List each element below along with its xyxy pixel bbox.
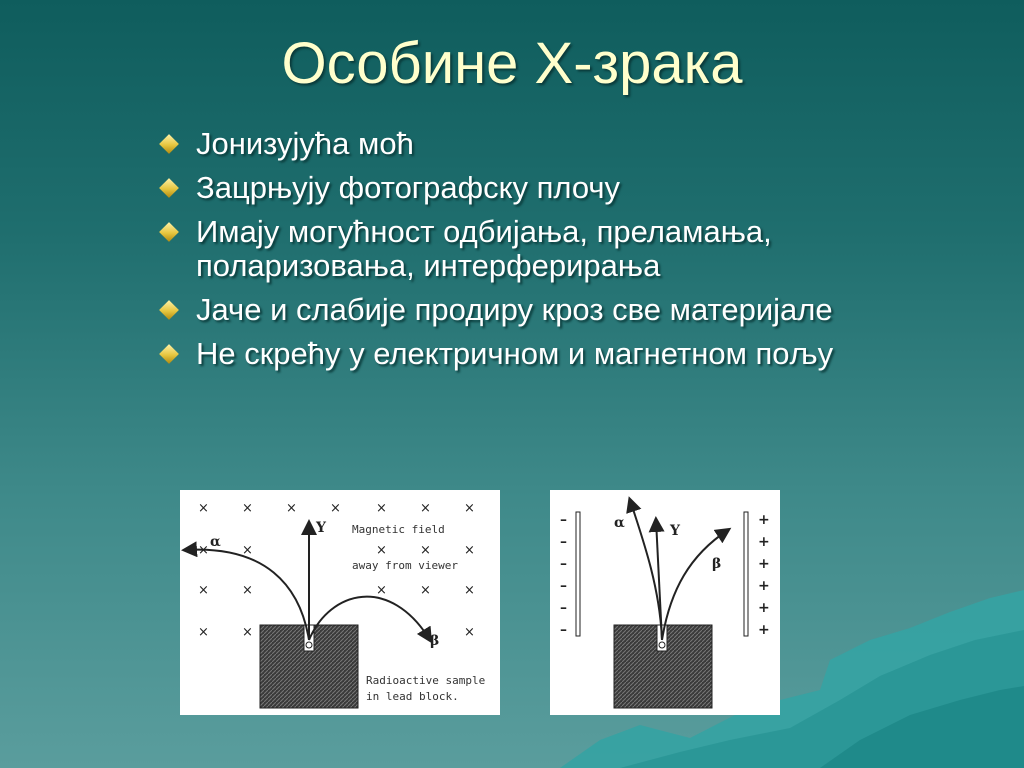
plus-mark: + <box>758 556 770 572</box>
plus-mark: + <box>758 578 770 594</box>
sample-label-line2: in lead block. <box>366 690 459 703</box>
field-x-mark: × <box>464 583 475 598</box>
plus-mark: + <box>758 622 770 638</box>
field-x-mark: × <box>464 543 475 558</box>
bullet-text: Јонизујућа моћ <box>196 126 414 161</box>
gold-diamond-icon <box>159 222 179 242</box>
field-label-line1: Magnetic field <box>352 523 445 536</box>
magnetic-field-diagram <box>180 490 500 715</box>
field-x-mark: × <box>420 583 431 598</box>
negative-plate <box>576 512 580 636</box>
plus-mark: + <box>758 600 770 616</box>
field-x-mark: × <box>376 583 387 598</box>
bullet-item <box>160 215 860 283</box>
minus-mark: – <box>560 578 567 594</box>
field-x-mark: × <box>242 543 253 558</box>
field-x-mark: × <box>286 501 297 516</box>
field-label-line2: away from viewer <box>352 559 458 572</box>
bullet-item <box>160 293 860 327</box>
gold-diamond-icon <box>159 300 179 320</box>
radioactive-sample <box>659 642 665 648</box>
positive-plate <box>744 512 748 636</box>
bullet-item <box>160 127 860 161</box>
gold-diamond-icon <box>159 344 179 364</box>
bullet-item <box>160 337 860 371</box>
minus-mark: – <box>560 622 567 638</box>
minus-mark: – <box>560 600 567 616</box>
plus-mark: + <box>758 534 770 550</box>
sample-label-line1: Radioactive sample <box>366 674 486 687</box>
field-x-mark: × <box>420 501 431 516</box>
bullet-text: Не скрећу у електричном и магнетном пољу <box>196 336 834 371</box>
field-x-mark: × <box>198 501 209 516</box>
field-x-mark: × <box>242 501 253 516</box>
bullet-text: Јаче и слабије продиру кроз све материјале <box>196 292 833 327</box>
minus-mark: – <box>560 556 567 572</box>
field-x-mark: × <box>464 501 475 516</box>
gold-diamond-icon <box>159 134 179 154</box>
field-x-mark: × <box>242 583 253 598</box>
field-x-mark: × <box>330 501 341 516</box>
plus-marks <box>758 512 770 638</box>
minus-marks <box>560 512 567 638</box>
minus-mark: – <box>560 534 567 550</box>
bullet-list <box>160 127 860 381</box>
plus-mark: + <box>758 512 770 528</box>
field-x-mark: × <box>198 583 209 598</box>
beta-label: β <box>430 633 440 649</box>
bullet-item <box>160 171 860 205</box>
radioactive-sample <box>306 642 312 648</box>
gamma-label: Y <box>316 520 326 536</box>
field-x-mark: × <box>198 625 209 640</box>
bullet-text: Имају могућност одбијања, преламања, поларизовања, интерферирања <box>196 214 772 283</box>
field-x-mark: × <box>376 543 387 558</box>
alpha-ray <box>630 500 662 640</box>
field-x-mark: × <box>464 625 475 640</box>
gamma-label: Y <box>670 523 680 539</box>
gamma-ray <box>656 520 662 640</box>
electric-field-diagram <box>550 490 780 715</box>
bullet-text: Зацрњују фотографску плочу <box>196 170 621 205</box>
field-x-mark: × <box>198 543 209 558</box>
beta-ray <box>662 530 728 640</box>
alpha-label: α <box>614 515 625 531</box>
field-x-mark: × <box>420 543 431 558</box>
slide-title: Особине X-зрака <box>281 31 743 96</box>
field-x-mark: × <box>376 501 387 516</box>
field-x-mark: × <box>242 625 253 640</box>
gold-diamond-icon <box>159 178 179 198</box>
beta-label: β <box>712 556 722 572</box>
alpha-label: α <box>210 534 221 550</box>
minus-mark: – <box>560 512 567 528</box>
